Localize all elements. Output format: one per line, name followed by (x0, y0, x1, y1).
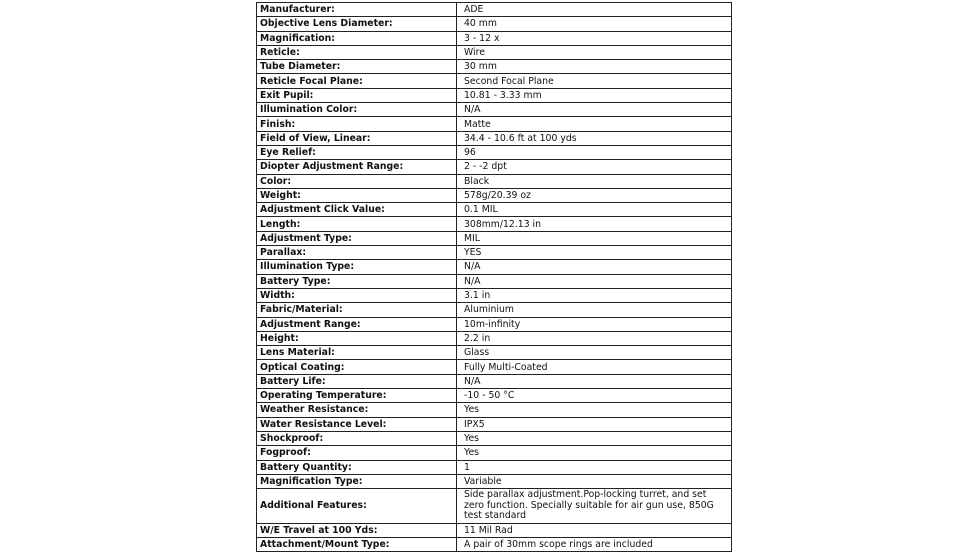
spec-value: 10.81 - 3.33 mm (457, 88, 732, 102)
spec-value: 3.1 in (457, 288, 732, 302)
spec-label: Fabric/Material: (257, 303, 457, 317)
specifications-table (256, 2, 732, 552)
spec-label: Operating Temperature: (257, 389, 457, 403)
spec-value: 96 (457, 145, 732, 159)
spec-row (257, 389, 732, 403)
spec-value: Wire (457, 45, 732, 59)
spec-label: Illumination Type: (257, 260, 457, 274)
spec-label: Additional Features: (257, 489, 457, 524)
spec-value: 1 (457, 460, 732, 474)
spec-label: Tube Diameter: (257, 60, 457, 74)
spec-value: Matte (457, 117, 732, 131)
spec-row (257, 489, 732, 524)
spec-label: Battery Life: (257, 374, 457, 388)
spec-row (257, 346, 732, 360)
spec-label: Color: (257, 174, 457, 188)
spec-label: Width: (257, 288, 457, 302)
spec-row (257, 17, 732, 31)
spec-value: Yes (457, 403, 732, 417)
spec-row (257, 203, 732, 217)
spec-value: N/A (457, 103, 732, 117)
spec-row (257, 103, 732, 117)
spec-label: Attachment/Mount Type: (257, 537, 457, 551)
spec-label: Exit Pupil: (257, 88, 457, 102)
spec-label: Field of View, Linear: (257, 131, 457, 145)
spec-label: Adjustment Click Value: (257, 203, 457, 217)
spec-value: ADE (457, 3, 732, 17)
spec-label: W/E Travel at 100 Yds: (257, 523, 457, 537)
spec-row (257, 360, 732, 374)
spec-row (257, 417, 732, 431)
spec-row (257, 374, 732, 388)
spec-value: 0.1 MIL (457, 203, 732, 217)
spec-label: Water Resistance Level: (257, 417, 457, 431)
spec-row (257, 3, 732, 17)
spec-label: Objective Lens Diameter: (257, 17, 457, 31)
spec-label: Height: (257, 331, 457, 345)
spec-row (257, 523, 732, 537)
spec-label: Battery Type: (257, 274, 457, 288)
spec-row (257, 160, 732, 174)
spec-row (257, 431, 732, 445)
spec-label: Reticle: (257, 45, 457, 59)
spec-value: 10m-infinity (457, 317, 732, 331)
spec-row (257, 131, 732, 145)
spec-row (257, 74, 732, 88)
spec-label: Illumination Color: (257, 103, 457, 117)
spec-row (257, 88, 732, 102)
spec-value: Glass (457, 346, 732, 360)
spec-row (257, 217, 732, 231)
spec-row (257, 117, 732, 131)
spec-row (257, 460, 732, 474)
spec-label: Reticle Focal Plane: (257, 74, 457, 88)
spec-value: A pair of 30mm scope rings are included (457, 537, 732, 551)
spec-value: Second Focal Plane (457, 74, 732, 88)
spec-value: MIL (457, 231, 732, 245)
spec-row (257, 60, 732, 74)
spec-value: 3 - 12 x (457, 31, 732, 45)
spec-value: Fully Multi-Coated (457, 360, 732, 374)
spec-row (257, 403, 732, 417)
spec-label: Parallax: (257, 246, 457, 260)
spec-value: Yes (457, 431, 732, 445)
spec-label: Length: (257, 217, 457, 231)
spec-value: 578g/20.39 oz (457, 188, 732, 202)
spec-value: Yes (457, 446, 732, 460)
spec-value: -10 - 50 °C (457, 389, 732, 403)
spec-label: Eye Relief: (257, 145, 457, 159)
spec-value: 34.4 - 10.6 ft at 100 yds (457, 131, 732, 145)
spec-value: Black (457, 174, 732, 188)
spec-value: Aluminium (457, 303, 732, 317)
spec-label: Battery Quantity: (257, 460, 457, 474)
spec-label: Finish: (257, 117, 457, 131)
spec-label: Lens Material: (257, 346, 457, 360)
spec-label: Fogproof: (257, 446, 457, 460)
spec-row (257, 331, 732, 345)
spec-label: Diopter Adjustment Range: (257, 160, 457, 174)
spec-row (257, 317, 732, 331)
spec-value: YES (457, 246, 732, 260)
spec-value: 2.2 in (457, 331, 732, 345)
spec-label: Optical Coating: (257, 360, 457, 374)
spec-row (257, 446, 732, 460)
spec-row (257, 188, 732, 202)
spec-row (257, 260, 732, 274)
spec-label: Weight: (257, 188, 457, 202)
spec-value: 2 - -2 dpt (457, 160, 732, 174)
spec-value: IPX5 (457, 417, 732, 431)
spec-row (257, 231, 732, 245)
spec-label: Weather Resistance: (257, 403, 457, 417)
spec-row (257, 246, 732, 260)
spec-label: Shockproof: (257, 431, 457, 445)
spec-value: 40 mm (457, 17, 732, 31)
spec-label: Adjustment Range: (257, 317, 457, 331)
spec-value: N/A (457, 260, 732, 274)
spec-row (257, 31, 732, 45)
spec-value: 30 mm (457, 60, 732, 74)
spec-label: Adjustment Type: (257, 231, 457, 245)
spec-row (257, 145, 732, 159)
spec-value: Side parallax adjustment.Pop-locking turret, and set zero function. Specially suitable for air gun use, 850G test standard (457, 489, 732, 524)
spec-value: 308mm/12.13 in (457, 217, 732, 231)
spec-value: 11 Mil Rad (457, 523, 732, 537)
spec-row (257, 474, 732, 488)
spec-row (257, 174, 732, 188)
spec-label: Manufacturer: (257, 3, 457, 17)
spec-label: Magnification Type: (257, 474, 457, 488)
spec-value: Variable (457, 474, 732, 488)
specifications-table-body (257, 3, 732, 552)
spec-value: N/A (457, 374, 732, 388)
spec-row (257, 274, 732, 288)
spec-row (257, 45, 732, 59)
spec-label: Magnification: (257, 31, 457, 45)
spec-value: N/A (457, 274, 732, 288)
spec-row (257, 288, 732, 302)
spec-row (257, 303, 732, 317)
